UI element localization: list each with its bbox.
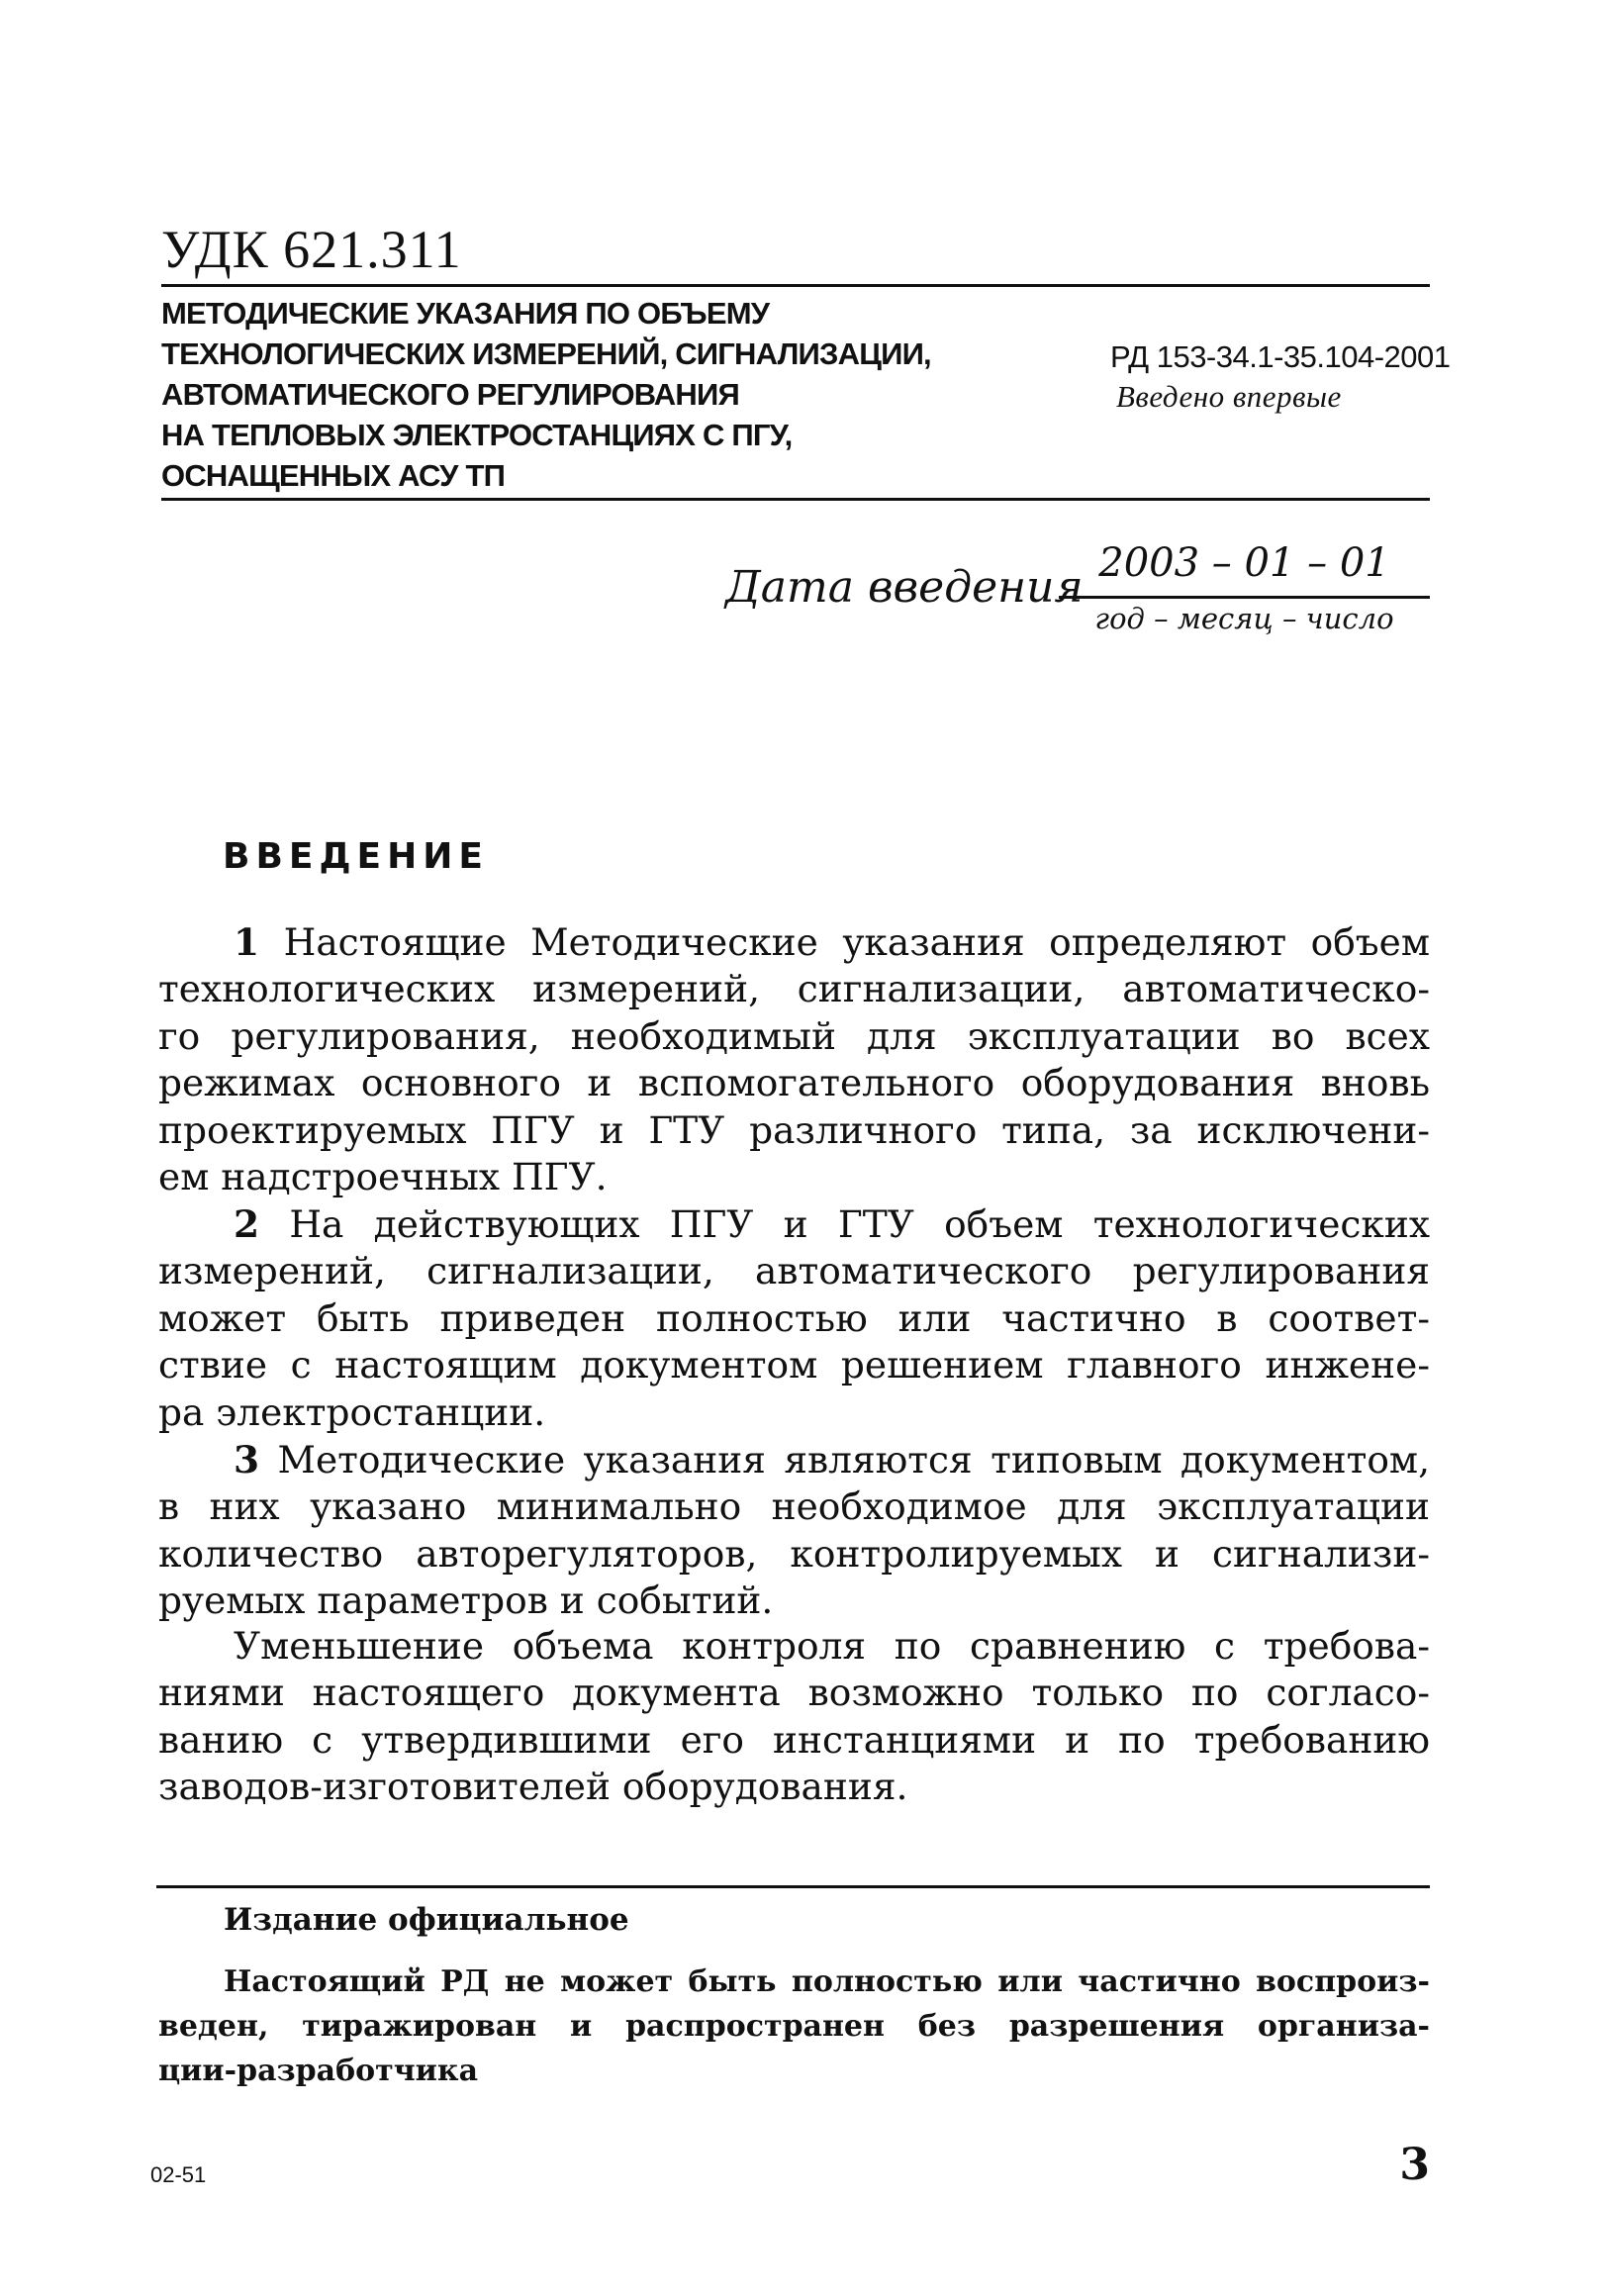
paragraph-line: технологических измерений, сигнализации, автоматическо- xyxy=(158,967,1430,1011)
paragraph-line: 3 Методические указания являются типовым документом, xyxy=(234,1438,1430,1482)
paragraph-line: режимах основного и вспомогательного оборудования вновь xyxy=(158,1061,1430,1105)
paragraph-number: 2 xyxy=(234,1202,260,1246)
title-line: НА ТЕПЛОВЫХ ЭЛЕКТРОСТАНЦИЯХ С ПГУ, xyxy=(161,418,793,452)
rd-status: Введено впервые xyxy=(1116,379,1342,414)
paragraph-line: ра электростанции. xyxy=(158,1389,546,1434)
paragraph-line: го регулирования, необходимый для эксплуатации во всех xyxy=(158,1013,1430,1058)
date-format-hint: год – месяц – число xyxy=(1094,602,1394,635)
paragraph-line: 1 Настоящие Методические указания определяют объем xyxy=(234,920,1430,964)
date-rule xyxy=(1059,596,1430,599)
page-number: 3 xyxy=(1399,2140,1430,2190)
paragraph-4 xyxy=(158,1623,1430,1811)
paragraph-line: Уменьшение объема контроля по сравнению с требова- xyxy=(234,1624,1430,1668)
notice-line: Настоящий РД не может быть полностью или частично воспроиз- xyxy=(224,1964,1430,1999)
paragraph-2 xyxy=(158,1201,1430,1436)
date-value: 2003 – 01 – 01 xyxy=(1098,540,1390,586)
paragraph-line: ствие с настоящим документом решением главного инжене- xyxy=(158,1343,1430,1387)
paragraph-line: в них указано минимально необходимое для эксплуатации xyxy=(158,1484,1430,1529)
header-top-rule xyxy=(161,284,1430,287)
title-line: ТЕХНОЛОГИЧЕСКИХ ИЗМЕРЕНИЙ, СИГНАЛИЗАЦИИ, xyxy=(161,336,931,371)
introduction-heading: ВВЕДЕНИЕ xyxy=(223,836,489,877)
paragraph-line: руемых параметров и событий. xyxy=(158,1578,774,1623)
paragraph-1 xyxy=(158,919,1430,1200)
paragraph-line: ванию с утвердившими его инстанциями и по требованию xyxy=(158,1717,1430,1762)
title-line: ОСНАЩЕННЫХ АСУ ТП xyxy=(161,458,506,493)
paragraph-number: 1 xyxy=(234,920,260,964)
udk-code: УДК 621.311 xyxy=(161,220,462,279)
paragraph-line: заводов-изготовителей оборудования. xyxy=(158,1765,908,1809)
header-bottom-rule xyxy=(161,498,1430,501)
print-code: 02-51 xyxy=(150,2162,207,2187)
paragraph-line: может быть приведен полностью или частично в соответ- xyxy=(158,1295,1430,1340)
paragraph-line: количество авторегуляторов, контролируемых и сигнализи- xyxy=(158,1531,1430,1576)
rd-code: РД 153-34.1-35.104-2001 xyxy=(1110,339,1451,374)
paragraph-number: 3 xyxy=(234,1438,260,1482)
copyright-notice xyxy=(158,1960,1430,2093)
title-line: МЕТОДИЧЕСКИЕ УКАЗАНИЯ ПО ОБЪЕМУ xyxy=(161,296,770,331)
paragraph-line: ем надстроечных ПГУ. xyxy=(158,1154,608,1198)
notice-line: ции-разработчика xyxy=(158,2054,479,2088)
paragraph-line: ниями настоящего документа возможно только по согласо- xyxy=(158,1671,1430,1715)
date-label: Дата введения xyxy=(725,562,1084,613)
official-edition-label: Издание официальное xyxy=(224,1902,629,1938)
paragraph-line: 2 На действующих ПГУ и ГТУ объем технологических xyxy=(234,1202,1430,1246)
paragraph-line: проектируемых ПГУ и ГТУ различного типа, за исключени- xyxy=(158,1107,1430,1152)
paragraph-line: измерений, сигнализации, автоматического регулирования xyxy=(158,1249,1430,1293)
title-line: АВТОМАТИЧЕСКОГО РЕГУЛИРОВАНИЯ xyxy=(161,377,739,412)
document-title xyxy=(161,293,931,496)
notice-line: веден, тиражирован и распространен без разрешения организа- xyxy=(158,2009,1430,2044)
paragraph-3 xyxy=(158,1437,1430,1625)
footer-rule xyxy=(156,1885,1430,1888)
